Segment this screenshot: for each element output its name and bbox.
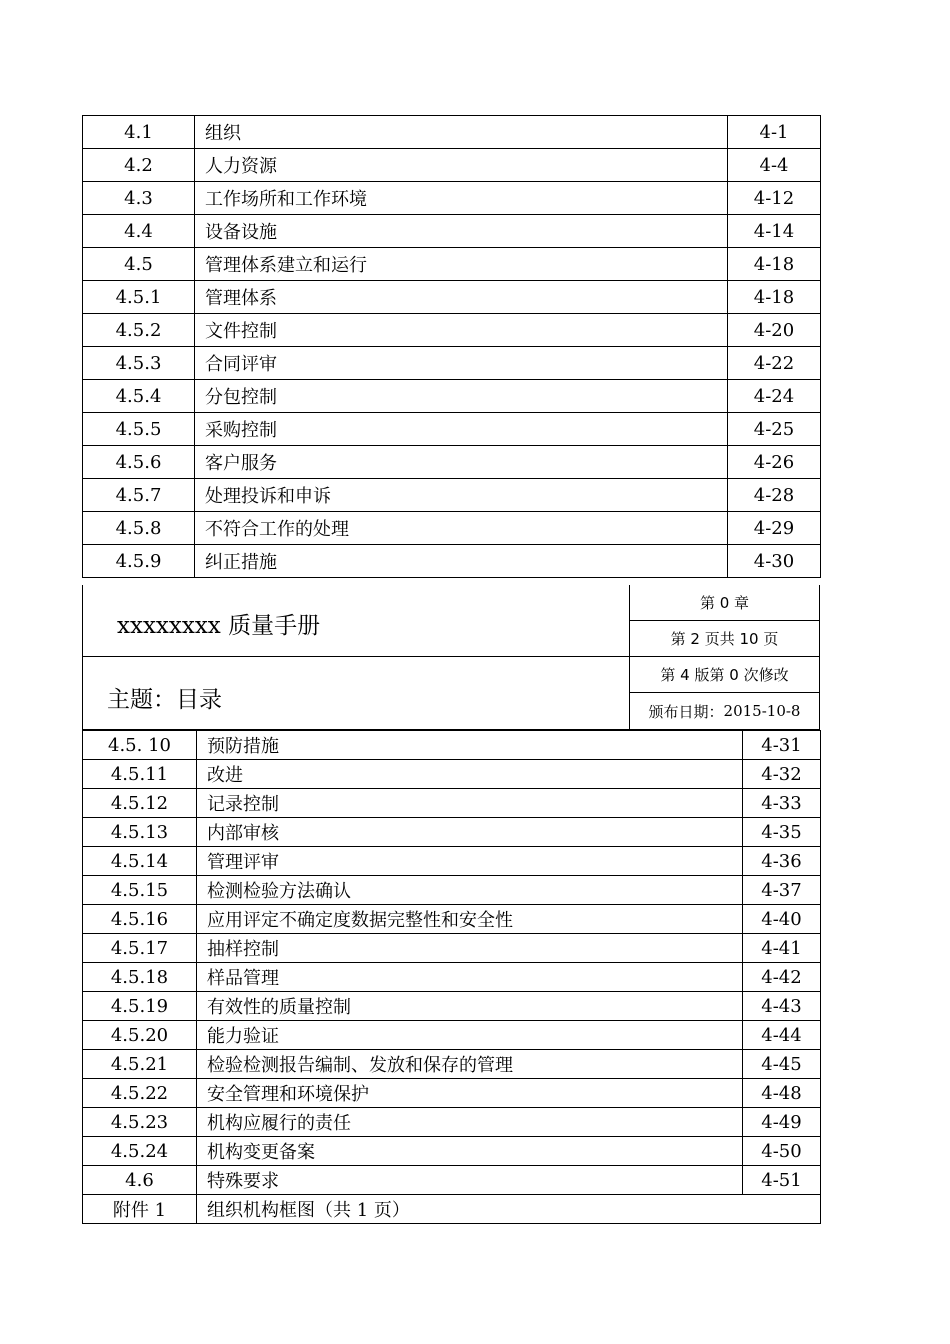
section-number: 4.5.5	[83, 413, 195, 446]
section-title: 处理投诉和申诉	[195, 479, 728, 512]
section-number: 4.4	[83, 215, 195, 248]
section-page: 4-4	[728, 149, 821, 182]
section-page: 4-50	[743, 1137, 821, 1166]
section-number: 4.5. 10	[83, 731, 197, 760]
section-title: 人力资源	[195, 149, 728, 182]
section-page: 4-40	[743, 905, 821, 934]
toc-row	[83, 1021, 821, 1050]
section-page: 4-31	[743, 731, 821, 760]
section-number: 4.5.23	[83, 1108, 197, 1137]
toc-row	[83, 760, 821, 789]
section-number: 4.5.16	[83, 905, 197, 934]
section-number: 4.5.7	[83, 479, 195, 512]
section-title: 预防措施	[197, 731, 743, 760]
section-number: 4.5.15	[83, 876, 197, 905]
toc-row	[83, 1108, 821, 1137]
section-title: 管理评审	[197, 847, 743, 876]
section-number: 4.5.13	[83, 818, 197, 847]
section-page: 4-45	[743, 1050, 821, 1079]
section-page: 4-18	[728, 281, 821, 314]
section-number: 4.5.6	[83, 446, 195, 479]
version-label: 第 4 版第 0 次修改	[630, 657, 819, 693]
toc-row	[83, 446, 821, 479]
section-page: 4-33	[743, 789, 821, 818]
section-page: 4-14	[728, 215, 821, 248]
section-page: 4-42	[743, 963, 821, 992]
toc-row	[83, 905, 821, 934]
toc-row	[83, 963, 821, 992]
section-page: 4-43	[743, 992, 821, 1021]
section-page: 4-41	[743, 934, 821, 963]
toc-row	[83, 116, 821, 149]
release-date	[630, 693, 819, 729]
section-page: 4-22	[728, 347, 821, 380]
section-number: 4.2	[83, 149, 195, 182]
section-title: 能力验证	[197, 1021, 743, 1050]
section-page: 4-18	[728, 248, 821, 281]
section-title: 应用评定不确定度数据完整性和安全性	[197, 905, 743, 934]
section-number: 4.5	[83, 248, 195, 281]
section-title: 机构变更备案	[197, 1137, 743, 1166]
section-number: 4.1	[83, 116, 195, 149]
toc-row	[83, 934, 821, 963]
toc-row	[83, 1166, 821, 1195]
header-title-block	[83, 585, 630, 729]
section-page: 4-49	[743, 1108, 821, 1137]
page-count-label: 第 2 页共 10 页	[630, 621, 819, 657]
subject-title: 主题：目录	[107, 687, 222, 713]
toc-row	[83, 215, 821, 248]
section-page: 4-1	[728, 116, 821, 149]
section-page: 4-25	[728, 413, 821, 446]
section-number: 4.5.14	[83, 847, 197, 876]
section-number: 4.5.18	[83, 963, 197, 992]
section-title: 组织	[195, 116, 728, 149]
section-page: 4-51	[743, 1166, 821, 1195]
toc-row	[83, 281, 821, 314]
manual-title: xxxxxxxx 质量手册	[117, 613, 321, 639]
section-number: 4.5.22	[83, 1079, 197, 1108]
toc-row	[83, 545, 821, 578]
section-number: 4.5.2	[83, 314, 195, 347]
toc-row	[83, 380, 821, 413]
section-title: 抽样控制	[197, 934, 743, 963]
section-number: 4.5.12	[83, 789, 197, 818]
section-page: 4-20	[728, 314, 821, 347]
section-number: 4.6	[83, 1166, 197, 1195]
section-page: 4-36	[743, 847, 821, 876]
section-page: 4-28	[728, 479, 821, 512]
section-page: 4-32	[743, 760, 821, 789]
section-title: 不符合工作的处理	[195, 512, 728, 545]
document-header	[82, 585, 820, 730]
toc-row	[83, 479, 821, 512]
section-number: 4.5.3	[83, 347, 195, 380]
section-title: 安全管理和环境保护	[197, 1079, 743, 1108]
section-title: 分包控制	[195, 380, 728, 413]
section-title: 检验检测报告编制、发放和保存的管理	[197, 1050, 743, 1079]
section-page: 4-29	[728, 512, 821, 545]
section-title: 管理体系	[195, 281, 728, 314]
section-number: 4.5.8	[83, 512, 195, 545]
section-number: 4.5.24	[83, 1137, 197, 1166]
section-title: 记录控制	[197, 789, 743, 818]
section-number: 4.5.20	[83, 1021, 197, 1050]
appendix-number: 附件 1	[83, 1195, 197, 1224]
section-page: 4-48	[743, 1079, 821, 1108]
toc-row	[83, 1050, 821, 1079]
section-title: 机构应履行的责任	[197, 1108, 743, 1137]
toc-row	[83, 314, 821, 347]
toc-row	[83, 876, 821, 905]
toc-row	[83, 347, 821, 380]
toc-row	[83, 182, 821, 215]
section-page: 4-30	[728, 545, 821, 578]
section-title: 设备设施	[195, 215, 728, 248]
section-title: 特殊要求	[197, 1166, 743, 1195]
section-number: 4.5.17	[83, 934, 197, 963]
section-title: 内部审核	[197, 818, 743, 847]
release-date-label: 颁布日期：	[648, 702, 724, 721]
section-title: 纠正措施	[195, 545, 728, 578]
section-title: 文件控制	[195, 314, 728, 347]
section-number: 4.5.21	[83, 1050, 197, 1079]
section-number: 4.5.1	[83, 281, 195, 314]
section-title: 检测检验方法确认	[197, 876, 743, 905]
toc-row	[83, 992, 821, 1021]
section-number: 4.5.19	[83, 992, 197, 1021]
section-number: 4.3	[83, 182, 195, 215]
toc-table-bottom	[82, 730, 821, 1224]
toc-row	[83, 789, 821, 818]
section-number: 4.5.11	[83, 760, 197, 789]
section-title: 样品管理	[197, 963, 743, 992]
chapter-label: 第 0 章	[630, 585, 819, 621]
toc-row	[83, 413, 821, 446]
toc-row	[83, 149, 821, 182]
section-page: 4-35	[743, 818, 821, 847]
release-date-value: 2015-10-8	[723, 702, 801, 720]
toc-row	[83, 1079, 821, 1108]
toc-row	[83, 1137, 821, 1166]
section-number: 4.5.9	[83, 545, 195, 578]
toc-row	[83, 818, 821, 847]
header-info-block	[630, 585, 819, 729]
toc-row	[83, 512, 821, 545]
section-title: 管理体系建立和运行	[195, 248, 728, 281]
section-number: 4.5.4	[83, 380, 195, 413]
toc-row	[83, 248, 821, 281]
section-page: 4-24	[728, 380, 821, 413]
section-title: 采购控制	[195, 413, 728, 446]
section-title: 有效性的质量控制	[197, 992, 743, 1021]
section-page: 4-12	[728, 182, 821, 215]
toc-row	[83, 731, 821, 760]
toc-table-top	[82, 115, 821, 578]
section-title: 客户服务	[195, 446, 728, 479]
section-page: 4-44	[743, 1021, 821, 1050]
section-title: 改进	[197, 760, 743, 789]
section-page: 4-26	[728, 446, 821, 479]
section-title: 合同评审	[195, 347, 728, 380]
section-title: 工作场所和工作环境	[195, 182, 728, 215]
section-page: 4-37	[743, 876, 821, 905]
appendix-title: 组织机构框图（共 1 页）	[197, 1195, 821, 1224]
appendix-row	[83, 1195, 821, 1224]
toc-row	[83, 847, 821, 876]
